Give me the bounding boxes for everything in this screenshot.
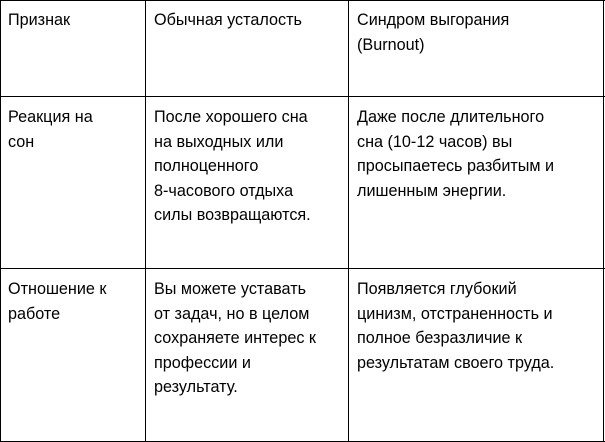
cell-line: цинизм, отстраненность и xyxy=(357,304,553,323)
header-line: (Burnout) xyxy=(357,35,425,54)
cell-line: полное безразличие к xyxy=(357,329,523,347)
cell-line: полноценного xyxy=(154,157,259,175)
header-cell-feature xyxy=(8,8,70,33)
cell-line: от задач, но в целом xyxy=(154,304,310,323)
cell-line: Даже после длительного xyxy=(357,108,545,126)
cell-line: После хорошего сна xyxy=(154,108,308,126)
table-border-right xyxy=(603,0,604,442)
cell-line: просыпаетесь разбитым и xyxy=(357,157,555,175)
cell-line: силы возвращаются. xyxy=(154,206,311,224)
cell-line: Появляется глубокий xyxy=(357,280,517,298)
cell-line: на выходных или xyxy=(154,132,284,151)
header-line: Синдром выгорания xyxy=(357,11,510,29)
header-line: Признак xyxy=(8,11,71,29)
cell-line: 8-часового отдыха xyxy=(154,181,294,200)
row-divider-1 xyxy=(0,96,605,97)
header-line: Обычная усталость xyxy=(154,11,302,29)
cell-line: результатам своего труда. xyxy=(357,353,555,372)
cell-line: сна (10-12 часов) вы xyxy=(357,132,513,151)
header-cell-normal-fatigue xyxy=(154,8,302,33)
cell-line: результату. xyxy=(154,378,238,396)
column-divider-1 xyxy=(145,0,146,442)
cell-line: лишенным энергии. xyxy=(357,181,507,200)
table-border-top xyxy=(0,0,605,1)
cell-line: Отношение к xyxy=(8,280,107,298)
cell-line: сон xyxy=(8,132,35,151)
table-cell-work-burnout xyxy=(357,277,554,375)
table-cell-work-normal xyxy=(154,277,316,400)
cell-line: профессии и xyxy=(154,353,251,372)
cell-line: работе xyxy=(8,304,61,323)
row-divider-2 xyxy=(0,268,605,269)
cell-line: Реакция на xyxy=(8,108,93,126)
cell-line: Вы можете уставать xyxy=(154,280,307,298)
header-cell-burnout xyxy=(357,8,509,57)
cell-line: сохраняете интерес к xyxy=(154,329,316,347)
table-cell-sleep-normal xyxy=(154,105,311,228)
table-cell-sleep-burnout xyxy=(357,105,554,203)
column-divider-2 xyxy=(348,0,349,442)
table-cell-work-feature xyxy=(8,277,107,326)
table-cell-sleep-feature xyxy=(8,105,93,154)
table-border-left xyxy=(0,0,1,442)
